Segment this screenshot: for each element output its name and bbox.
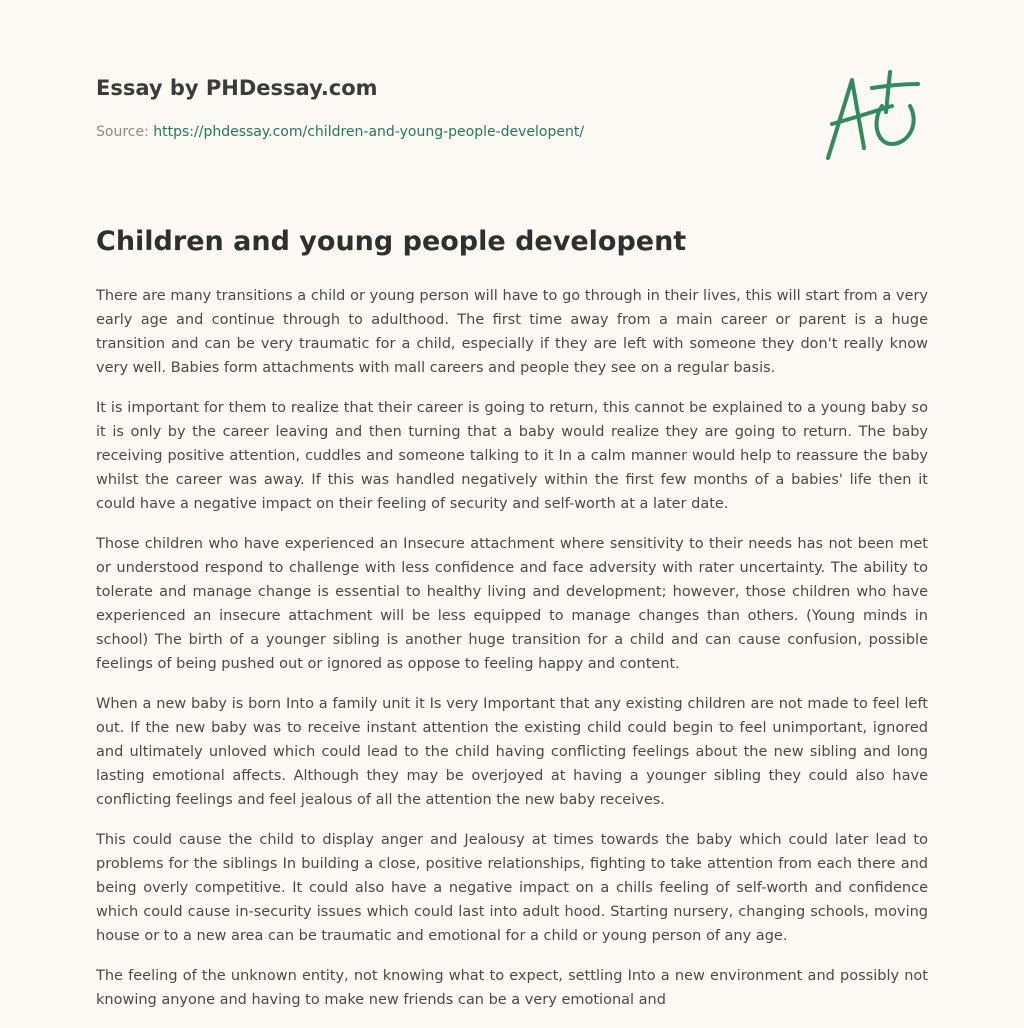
source-line: [96, 124, 584, 140]
paragraph: When a new baby is born Into a family unit it Is very Important that any existing children are not made to feel left out. If the new baby was to receive instant attention the existing child could begin to feel unimportant, ignored and ultimately unloved which could lead to the child having conflicting feelings about the new sibling and long lasting emotional affects. Although they may be overjoyed at having a younger sibling they could also have conflicting feelings and feel jealous of all the attention the new baby receives.: [96, 696, 928, 808]
essay-title: Children and young people developent: [96, 226, 687, 257]
source-link[interactable]: https://phdessay.com/children-and-young-people-developent/: [153, 124, 585, 140]
paragraph: There are many transitions a child or young person will have to go through in their lives, this will start from a very early age and continue through to adulthood. The first time away from a main career or parent is a huge transition and can be very traumatic for a child, especially if they are left with someone they don't really know very well. Babies form attachments with mall careers and people they see on a regular basis.: [96, 288, 928, 376]
paragraph: It is important for them to realize that their career is going to return, this cannot be explained to a young baby so it is only by the career leaving and then turning that a baby would realize they are going to return. The baby receiving positive attention, cuddles and someone talking to it In a calm manner would help to reassure the baby whilst the career was away. If this was handled negatively within the first few months of a babies' life then it could have a negative impact on their feeling of security and self-worth at a later date.: [96, 400, 928, 512]
a-plus-grade-icon: [822, 66, 926, 166]
essay-body: [96, 284, 928, 1028]
paragraph: Those children who have experienced an Insecure attachment where sensitivity to their needs has not been met or understood respond to challenge with less confidence and face adversity with rater uncertainty. The ability to tolerate and manage change is essential to healthy living and development; however, those children who have experienced an insecure attachment will be less equipped to manage changes than others. (Young minds in school) The birth of a younger sibling is another huge transition for a child and can cause confusion, possible feelings of being pushed out or ignored as oppose to feeling happy and content.: [96, 536, 928, 672]
paragraph: This could cause the child to display anger and Jealousy at times towards the baby which could later lead to problems for the siblings In building a close, positive relationships, fighting to take attention from each there and being overly competitive. It could also have a negative impact on a chills feeling of self-worth and confidence which could cause in-security issues which could last into adult hood. Starting nursery, changing schools, moving house or to a new area can be traumatic and emotional for a child or young person of any age.: [96, 832, 928, 944]
paragraph: The feeling of the unknown entity, not knowing what to expect, settling Into a new environment and possibly not knowing anyone and having to make new friends can be a very emotional and: [96, 968, 928, 1008]
essay-page: [96, 0, 928, 1008]
brand-title: Essay by PHDessay.com: [96, 76, 378, 100]
source-label: Source:: [96, 124, 154, 140]
page-header: [96, 0, 928, 200]
